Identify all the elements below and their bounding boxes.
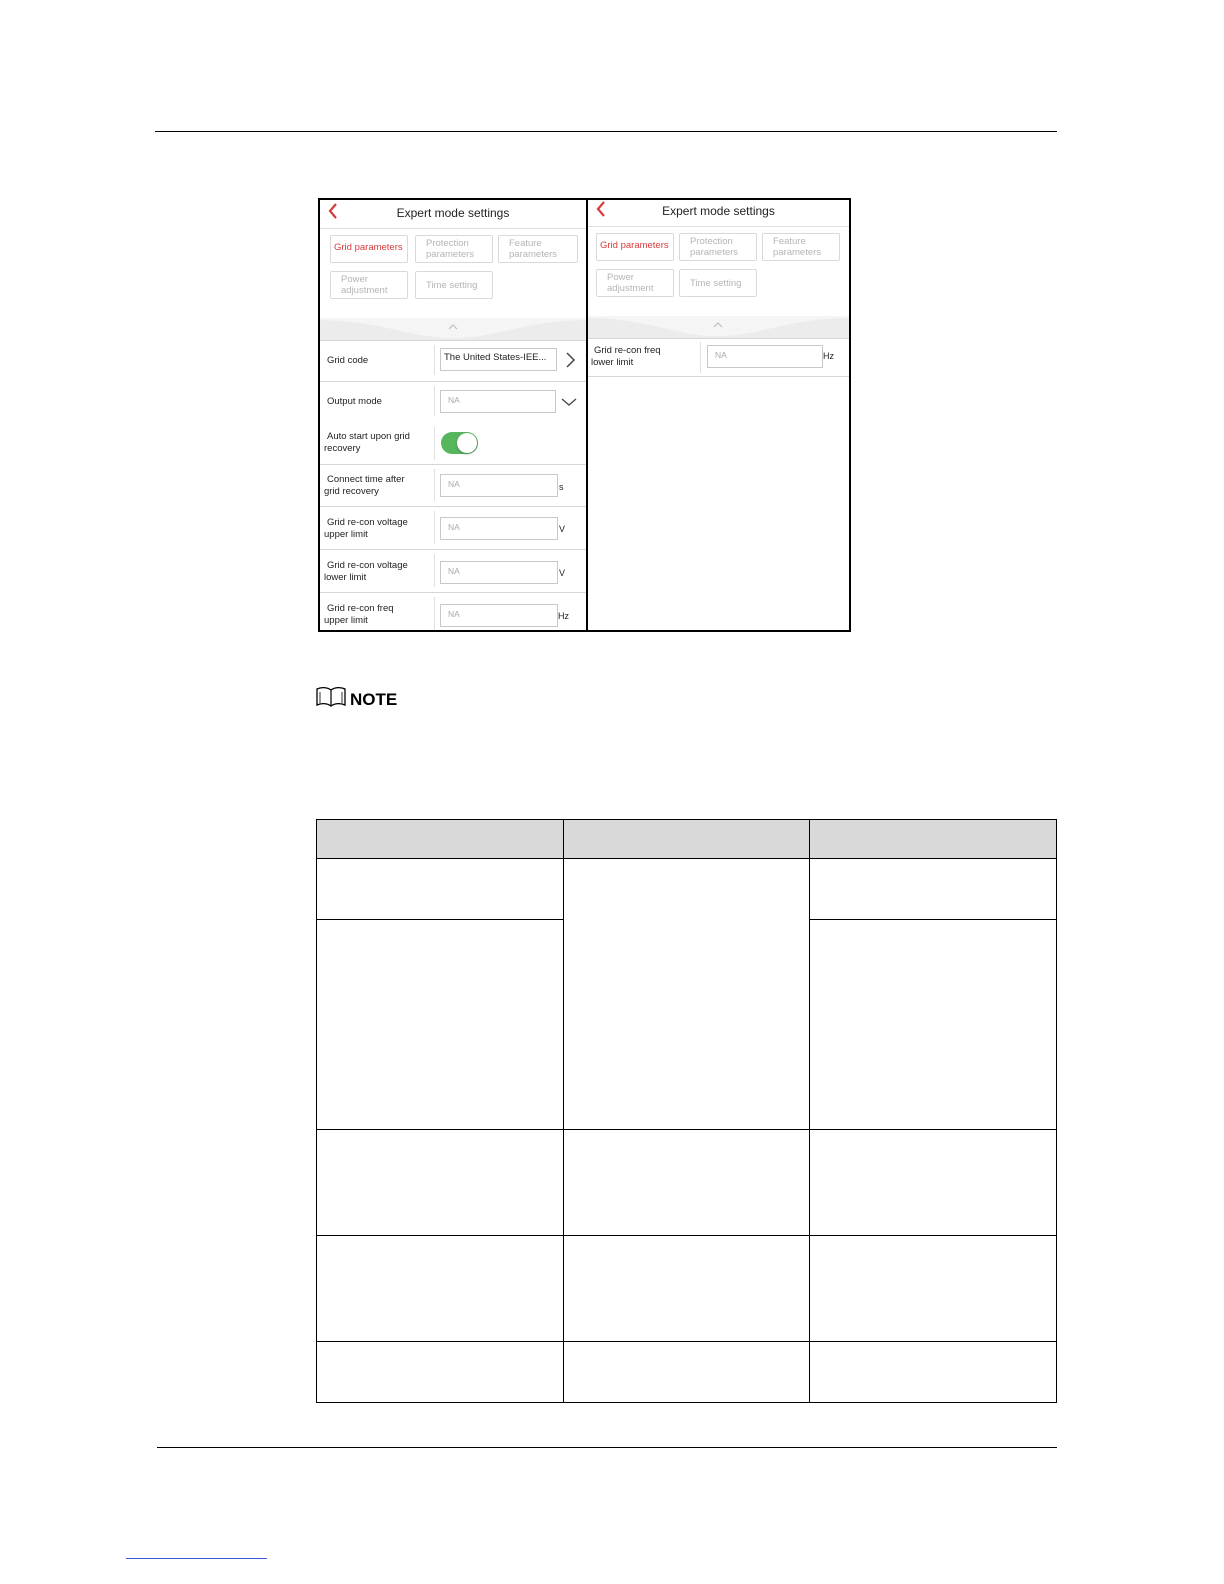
table-cell bbox=[564, 1130, 810, 1236]
table-header-cell bbox=[317, 820, 564, 859]
table-cell bbox=[564, 859, 810, 1130]
label-line: Grid re-con freq bbox=[594, 345, 661, 356]
unit-label: Hz bbox=[558, 611, 569, 621]
table-header-row bbox=[317, 820, 1057, 859]
settings-panel-left bbox=[320, 200, 588, 630]
output-mode-label: Output mode bbox=[327, 396, 382, 407]
divider bbox=[320, 549, 586, 550]
tab-label: Power bbox=[607, 272, 634, 283]
tab-feature-parameters[interactable] bbox=[498, 235, 578, 263]
freq-upper-input[interactable]: NA bbox=[440, 604, 558, 627]
label-line: recovery bbox=[324, 443, 361, 454]
voltage-upper-input[interactable]: NA bbox=[440, 517, 558, 540]
divider bbox=[588, 338, 849, 339]
connect-time-label bbox=[324, 474, 405, 498]
table-cell bbox=[564, 1342, 810, 1403]
auto-start-toggle[interactable] bbox=[441, 432, 478, 454]
tab-feature-parameters[interactable] bbox=[762, 233, 840, 261]
settings-panel-right bbox=[588, 200, 849, 630]
tab-time-setting[interactable] bbox=[679, 269, 757, 297]
label-line: upper limit bbox=[324, 615, 368, 626]
chevron-down-icon[interactable] bbox=[561, 397, 577, 410]
book-icon bbox=[316, 686, 346, 713]
table-cell bbox=[317, 859, 564, 920]
freq-upper-label bbox=[324, 603, 394, 627]
tab-label: adjustment bbox=[607, 283, 654, 294]
table-cell bbox=[810, 1342, 1057, 1403]
table-cell bbox=[317, 920, 564, 1130]
label-line: upper limit bbox=[324, 529, 368, 540]
table-header-cell bbox=[564, 820, 810, 859]
table-cell bbox=[810, 920, 1057, 1130]
divider bbox=[320, 381, 586, 382]
divider bbox=[434, 511, 435, 544]
tab-label: Protection bbox=[690, 236, 733, 247]
divider bbox=[320, 464, 586, 465]
divider bbox=[434, 469, 435, 501]
table-row bbox=[317, 1236, 1057, 1342]
panel-header bbox=[588, 200, 849, 227]
tab-label: parameters bbox=[773, 247, 822, 258]
note-title: NOTE bbox=[350, 689, 398, 709]
table-cell bbox=[810, 859, 1057, 920]
divider bbox=[320, 592, 586, 593]
tab-power-adjustment[interactable] bbox=[330, 271, 408, 299]
tab-time-setting[interactable] bbox=[415, 271, 493, 299]
table-cell bbox=[317, 1342, 564, 1403]
chevron-right-icon[interactable] bbox=[564, 351, 576, 372]
grid-code-field[interactable]: The United States-IEE... bbox=[440, 348, 557, 371]
label-line: Auto start upon grid bbox=[327, 431, 410, 442]
tab-label: parameters bbox=[690, 247, 739, 258]
divider bbox=[434, 554, 435, 587]
unit-label: V bbox=[559, 568, 566, 578]
label-line: Grid re-con voltage bbox=[327, 560, 408, 571]
grid-code-label: Grid code bbox=[327, 355, 369, 366]
divider bbox=[320, 506, 586, 507]
divider bbox=[434, 427, 435, 460]
tab-label: Protection bbox=[426, 238, 469, 249]
tab-label: adjustment bbox=[341, 285, 388, 296]
connect-time-input[interactable]: NA bbox=[440, 474, 558, 497]
app-screenshots bbox=[318, 198, 851, 632]
collapse-wave[interactable] bbox=[320, 318, 586, 340]
unit-label: Hz bbox=[823, 351, 834, 361]
divider bbox=[700, 342, 701, 373]
tab-label: parameters bbox=[509, 249, 558, 260]
unit-label: s bbox=[559, 482, 564, 492]
divider bbox=[320, 340, 586, 341]
table-row bbox=[317, 1130, 1057, 1236]
divider bbox=[434, 597, 435, 630]
tab-label: Power bbox=[341, 274, 368, 285]
table-cell bbox=[564, 1236, 810, 1342]
tab-grid-parameters[interactable] bbox=[330, 235, 408, 263]
unit-label: V bbox=[559, 524, 566, 534]
freq-lower-label bbox=[591, 345, 661, 369]
footnote-link-underline[interactable] bbox=[126, 1558, 267, 1559]
tab-label: Grid parameters bbox=[334, 242, 403, 253]
label-line: grid recovery bbox=[324, 486, 379, 497]
divider bbox=[434, 345, 435, 375]
divider bbox=[434, 386, 435, 416]
tab-protection-parameters[interactable] bbox=[415, 235, 493, 263]
parameter-table bbox=[316, 819, 1057, 1403]
toggle-knob bbox=[457, 433, 477, 453]
panel-header bbox=[320, 200, 586, 229]
page-title: Expert mode settings bbox=[662, 204, 775, 218]
voltage-lower-input[interactable]: NA bbox=[440, 561, 558, 584]
table-row bbox=[317, 859, 1057, 920]
table-cell bbox=[317, 1236, 564, 1342]
divider bbox=[588, 376, 849, 377]
table-row bbox=[317, 1342, 1057, 1403]
tab-label: parameters bbox=[426, 249, 475, 260]
label-line: lower limit bbox=[324, 572, 367, 583]
freq-lower-input[interactable]: NA bbox=[707, 345, 823, 368]
label-line: Connect time after bbox=[327, 474, 405, 485]
label-line: Grid re-con voltage bbox=[327, 517, 408, 528]
tab-grid-parameters[interactable] bbox=[596, 233, 674, 261]
tab-label: Feature bbox=[773, 236, 806, 247]
table-cell bbox=[317, 1130, 564, 1236]
table-cell bbox=[810, 1236, 1057, 1342]
auto-start-label bbox=[324, 431, 410, 455]
tab-power-adjustment[interactable] bbox=[596, 269, 674, 297]
tab-label: Feature bbox=[509, 238, 542, 249]
voltage-lower-label bbox=[324, 560, 408, 584]
tab-label: Grid parameters bbox=[600, 240, 669, 251]
table-header-cell bbox=[810, 820, 1057, 859]
voltage-upper-label bbox=[324, 517, 408, 541]
tab-label: Time setting bbox=[690, 278, 742, 289]
tab-label: Time setting bbox=[426, 280, 478, 291]
label-line: lower limit bbox=[591, 357, 634, 368]
header-rule bbox=[155, 131, 1057, 132]
label-line: Grid re-con freq bbox=[327, 603, 394, 614]
table-cell bbox=[810, 1130, 1057, 1236]
tab-protection-parameters[interactable] bbox=[679, 233, 757, 261]
output-mode-select[interactable]: NA bbox=[440, 390, 556, 413]
page-title: Expert mode settings bbox=[396, 206, 510, 220]
collapse-wave[interactable] bbox=[588, 316, 849, 338]
note-callout bbox=[316, 686, 397, 713]
footer-rule bbox=[157, 1447, 1057, 1448]
